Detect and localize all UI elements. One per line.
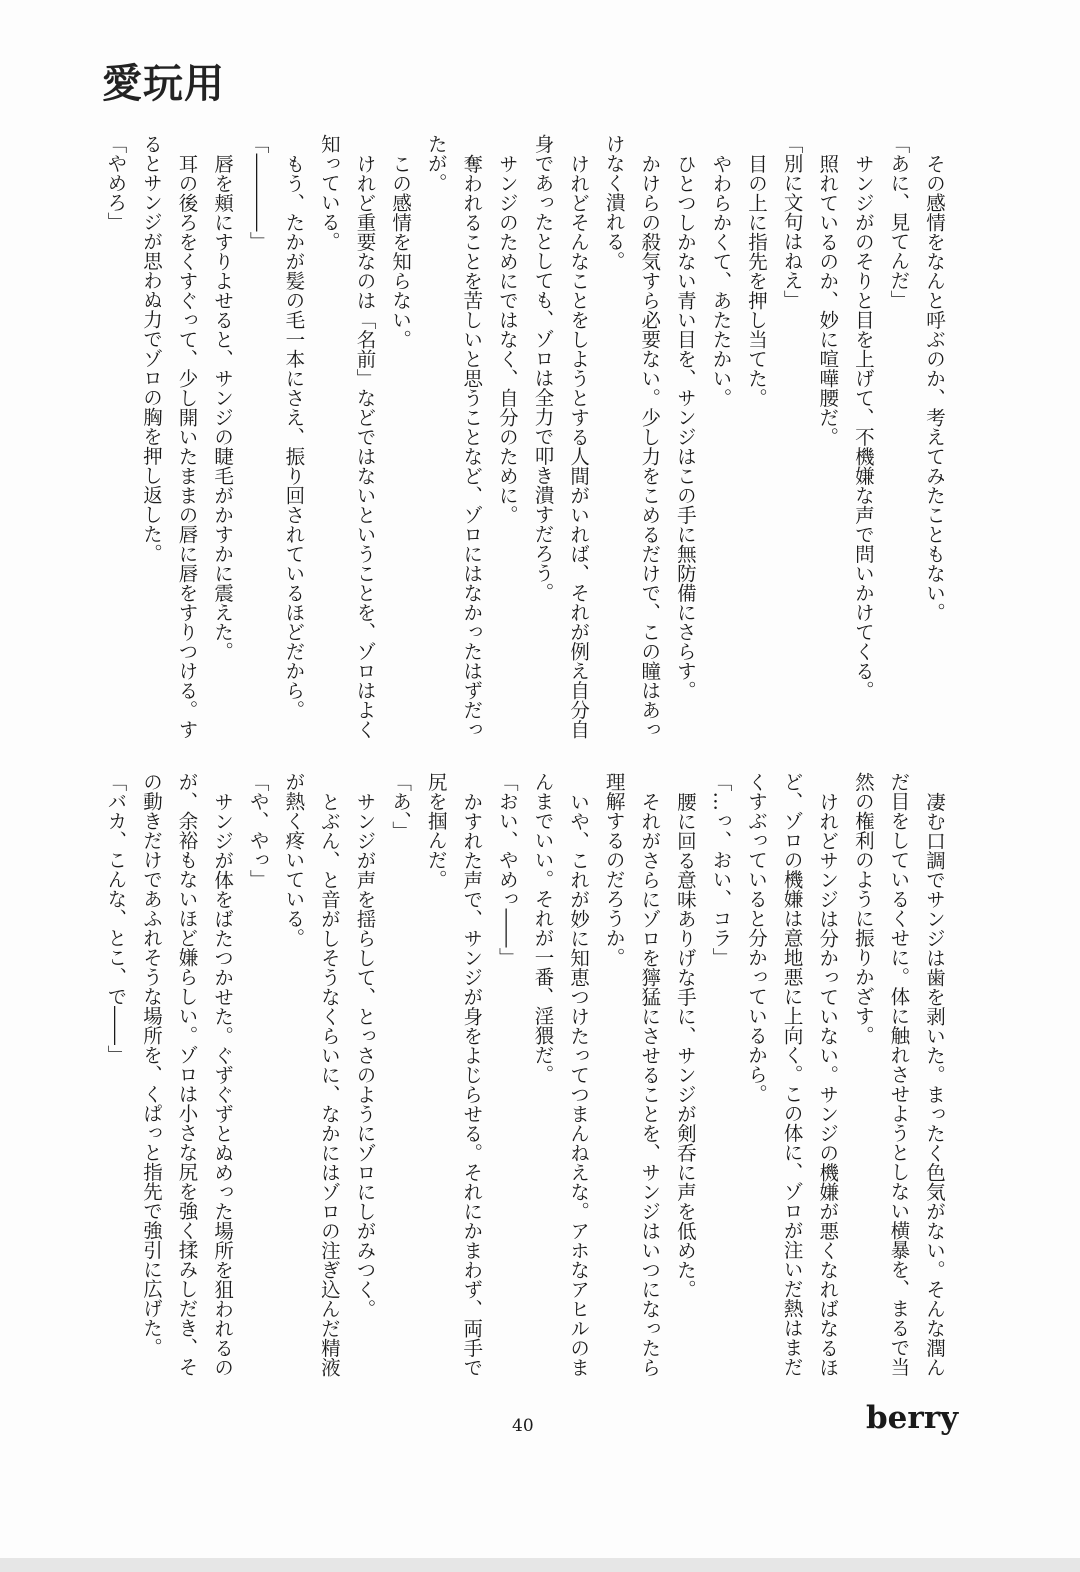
text-line: けれどサンジは分かっていない。サンジの機嫌が悪くなればなるほ (816, 791, 840, 1377)
text-line: かすれた声で、サンジが身をよじらせる。それにかまわず、両手で (460, 791, 484, 1377)
text-line: 「別に文句はねえ」 (780, 134, 804, 310)
text-line: この感情を知らない。 (389, 153, 413, 349)
text-line: ど、ゾロの機嫌は意地悪に上向く。この体に、ゾロが注いだ熱はまだ (780, 772, 804, 1377)
text-line: 奪われることを苦しいと思うことなど、ゾロにはなかったはずだっ (460, 153, 484, 739)
text-line: 「やめろ」 (104, 134, 128, 232)
text-line: 尻を掴んだ。 (424, 772, 448, 889)
text-line: 照れているのか、妙に喧嘩腰だ。 (816, 153, 840, 446)
text-line: 目の上に指先を押し当てた。 (745, 153, 769, 407)
text-line: 然の権利のように振りかざす。 (851, 772, 875, 1045)
text-line: 身であったとしても、ゾロは全力で叩き潰すだろう。 (531, 134, 555, 602)
text-line: 腰に回る意味ありげな手に、サンジが剣呑に声を低めた。 (673, 791, 697, 1299)
text-line: だ目をしているくせに。体に触れさせようとしない横暴を、まるで当 (887, 772, 911, 1377)
text-line: その感情をなんと呼ぶのか、考えてみたこともない。 (923, 153, 946, 622)
text-line: くすぶっていると分かっているから。 (745, 772, 769, 1104)
text-line: の動きだけであふれそうな場所を、くぱっと指先で強引に広げた。 (139, 772, 163, 1357)
text-line: いや、これが妙に知恵つけたってつまんねえな。アホなアヒルのま (567, 791, 591, 1377)
text-line: とぶん、と音がしそうなくらいに、なかにはゾロの注ぎ込んだ精液 (317, 791, 341, 1377)
text-line: 理解するのだろうか。 (602, 772, 626, 967)
page-number: 40 (512, 1416, 534, 1436)
text-line: たが。 (424, 134, 448, 193)
text-line: 凄む口調でサンジは歯を剥いた。まったく色気がない。そんな潤ん (923, 791, 946, 1377)
text-line: 耳の後ろをくすぐって、少し開いたままの唇に唇をすりつける。す (175, 153, 199, 739)
text-line: が、余裕もないほど嫌らしい。ゾロは小さな尻を強く揉みしだき、そ (175, 772, 199, 1377)
text-line: かけらの殺気すら必要ない。少し力をこめるだけで、この瞳はあっ (638, 153, 662, 739)
text-line: それがさらにゾロを獰猛にさせることを、サンジはいつになったら (638, 791, 662, 1377)
story-title: 愛玩用 (102, 61, 225, 107)
upper-text-block (98, 134, 952, 739)
lower-text-block (98, 772, 952, 1377)
text-line: 「――――」 (246, 134, 270, 251)
scan-edge (0, 1558, 1080, 1572)
text-line: 「あ、」 (389, 772, 413, 841)
text-line: サンジが声を揺らして、とっさのようにゾロにしがみつく。 (353, 791, 377, 1318)
text-line: 「や、やっ」 (246, 772, 270, 889)
text-line: が熱く疼いている。 (282, 772, 306, 948)
text-line: けなく潰れる。 (602, 134, 626, 271)
text-line: 「…っ、おい、コラ」 (709, 772, 733, 967)
text-line: サンジがのそりと目を上げて、不機嫌な声で問いかけてくる。 (851, 153, 875, 700)
text-line: 「あに、見てんだ」 (887, 134, 911, 310)
text-line: 知っている。 (317, 134, 341, 251)
text-line: けれどそんなことをしようとする人間がいれば、それが例え自分自 (567, 153, 591, 739)
text-line: サンジが体をばたつかせた。ぐずぐずとぬめった場所を狙われるの (211, 791, 235, 1377)
text-line: 「おい、やめっ――」 (495, 772, 519, 967)
text-line: んまでいい。それが一番、淫猥だ。 (531, 772, 555, 1084)
text-line: もう、たかが髪の毛一本にさえ、振り回されているほどだから。 (282, 153, 306, 719)
text-line: ひとつしかない青い目を、サンジはこの手に無防備にさらす。 (673, 153, 697, 700)
text-line: 「バカ、こんな、とこ、で――」 (104, 772, 128, 1065)
text-line: 唇を頬にすりよせると、サンジの睫毛がかすかに震えた。 (211, 153, 235, 661)
author-signature: berry (866, 1400, 959, 1436)
text-line: やわらかくて、あたたかい。 (709, 153, 733, 407)
text-line: けれど重要なのは「名前」などではないということを、ゾロはよく (353, 153, 377, 739)
text-line: るとサンジが思わぬ力でゾロの胸を押し返した。 (139, 134, 163, 563)
text-line: サンジのためにではなく、自分のために。 (495, 153, 519, 524)
